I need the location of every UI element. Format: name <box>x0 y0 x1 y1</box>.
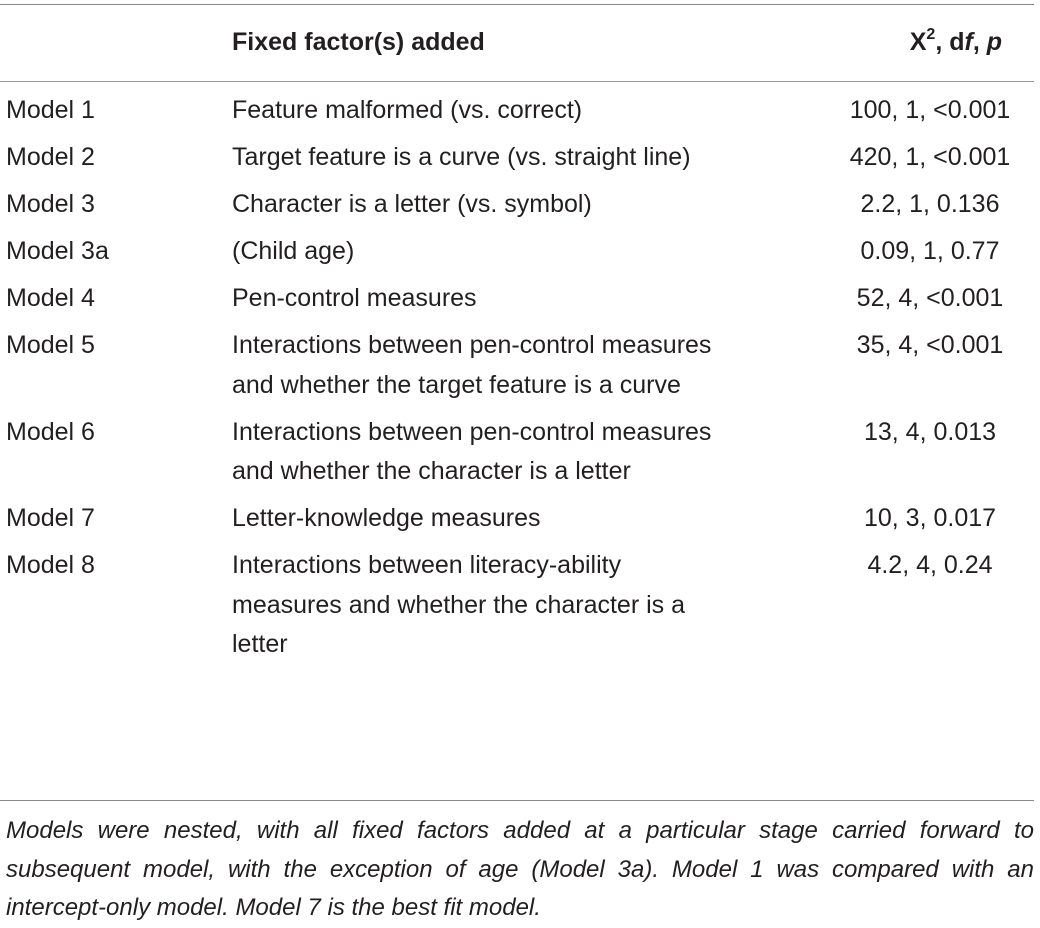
fixed-factor-cell: Pen-control measures <box>232 284 477 312</box>
table-row <box>0 413 1040 500</box>
model-name-cell: Model 3a <box>6 237 109 265</box>
chi-square-cell: 13, 4, 0.013 <box>863 417 997 446</box>
chi-square-cell: 10, 3, 0.017 <box>863 504 997 532</box>
table-top-rule <box>0 4 1034 5</box>
fixed-factor-cell: Interactions between pen-control measures and whether the character is a letter <box>232 417 712 485</box>
fixed-factor-cell: Interactions between pen-control measures and whether the target feature is a curve <box>232 331 712 399</box>
chi-square-cell: 420, 1, <0.001 <box>849 143 1011 171</box>
header-df-prefix: , d <box>935 28 965 56</box>
table-row <box>0 232 1040 279</box>
chi-square-cell: 2.2, 1, 0.136 <box>860 190 1000 218</box>
model-name-cell: Model 2 <box>6 143 95 171</box>
fixed-factor-cell: Interactions between literacy-ability measures and whether the character is a letter <box>232 551 686 658</box>
header-chi-square-df-p <box>910 28 1002 57</box>
table-row <box>0 326 1040 413</box>
model-name-cell: Model 3 <box>6 190 95 218</box>
model-name-cell: Model 8 <box>6 551 95 579</box>
header-df-italic: f <box>964 28 973 56</box>
model-name-cell: Model 7 <box>6 504 95 532</box>
chi-square-cell: 35, 4, <0.001 <box>856 331 1004 359</box>
model-name-cell: Model 4 <box>6 284 95 312</box>
header-p-italic: p <box>986 28 1002 56</box>
header-fixed-factors: Fixed factor(s) added <box>232 28 485 56</box>
table-row <box>0 91 1040 138</box>
table-row <box>0 499 1040 546</box>
table-row <box>0 279 1040 326</box>
model-name-cell: Model 6 <box>6 417 95 446</box>
chi-square-cell: 100, 1, <0.001 <box>849 96 1011 124</box>
chi-square-cell: 52, 4, <0.001 <box>856 284 1004 312</box>
model-name-cell: Model 5 <box>6 331 95 359</box>
fixed-factor-cell: Letter-knowledge measures <box>232 504 541 532</box>
chi-square-cell: 4.2, 4, 0.24 <box>867 551 993 579</box>
header-chi-symbol: X <box>909 28 927 56</box>
table-footnote: Models were nested, with all fixed factors added at a particular stage carried forward to subsequent model, with the exception of age (Model 3a). Model 1 was compared with an intercept-only model. Model 7 is the best fit model. <box>6 817 1034 921</box>
fixed-factor-cell: Target feature is a curve (vs. straight line) <box>232 143 691 171</box>
chi-square-cell: 0.09, 1, 0.77 <box>860 237 1000 265</box>
model-name-cell: Model 1 <box>6 96 95 124</box>
fixed-factor-cell: (Child age) <box>232 237 355 265</box>
table-row <box>0 185 1040 232</box>
fixed-factor-cell: Character is a letter (vs. symbol) <box>232 190 592 218</box>
header-rule <box>0 81 1034 82</box>
header-separator: , <box>972 28 987 56</box>
table-bottom-rule <box>0 800 1034 801</box>
table-row <box>0 138 1040 185</box>
table-body <box>0 91 1040 672</box>
fixed-factor-cell: Feature malformed (vs. correct) <box>232 96 583 124</box>
header-chi-superscript: 2 <box>926 26 936 43</box>
table-row <box>0 546 1040 672</box>
table-header-row <box>0 22 1040 62</box>
